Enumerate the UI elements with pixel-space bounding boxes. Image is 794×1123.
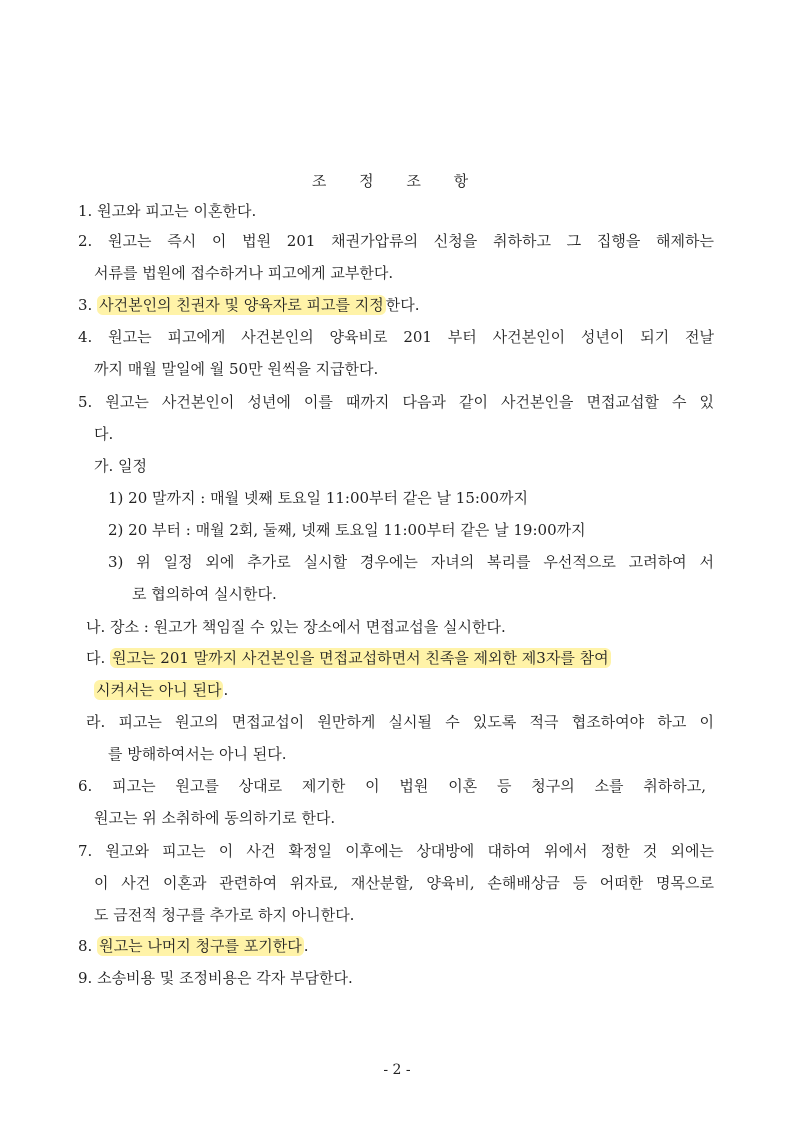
page-number: - 2 - bbox=[383, 1062, 411, 1078]
item-9: 9. 소송비용 및 조정비용은 각자 부담한다. bbox=[78, 969, 353, 987]
sub-item-ra-line-1: 라. 피고는 원고의 면접교섭이 원만하게 실시될 수 있도록 적극 협조하여야 하고 이 bbox=[86, 713, 714, 731]
item-6-line-1: 6. 피고는 원고를 상대로 제기한 이 법원 이혼 등 청구의 소를 취하하고, bbox=[78, 777, 706, 795]
item-5-line-2: 다. bbox=[94, 425, 114, 443]
document-title: 조 정 조 항 bbox=[311, 172, 483, 190]
sub-item-da-highlighted-text-1: 원고는 201 말까지 사건본인을 면접교섭하면서 친족을 제외한 제3자를 참여 bbox=[112, 649, 609, 667]
sub-item-ga: 가. 일정 bbox=[94, 457, 148, 475]
schedule-3-line-1: 3) 위 일정 외에 추가로 실시할 경우에는 자녀의 복리를 우선적으로 고려하여 서 bbox=[108, 553, 714, 571]
item-2-line-2: 서류를 법원에 접수하거나 피고에게 교부한다. bbox=[94, 264, 394, 282]
item-6-line-2: 원고는 위 소취하에 동의하기로 한다. bbox=[94, 809, 336, 827]
item-7-line-2: 이 사건 이혼과 관련하여 위자료, 재산분할, 양육비, 손해배상금 등 어떠한 명목으로 bbox=[94, 874, 714, 892]
item-8 bbox=[78, 935, 309, 957]
item-4-line-2: 까지 매월 말일에 월 50만 원씩을 지급한다. bbox=[94, 360, 379, 378]
item-3-highlighted-text: 사건본인의 친권자 및 양육자로 피고를 지정 bbox=[99, 296, 384, 314]
schedule-3-line-2: 로 협의하여 실시한다. bbox=[132, 585, 277, 603]
item-8-end: . bbox=[303, 937, 309, 955]
schedule-1: 1) 20 말까지 : 매월 넷째 토요일 11:00부터 같은 날 15:00까지 bbox=[108, 489, 529, 507]
item-4-line-1: 4. 원고는 피고에게 사건본인의 양육비로 201 부터 사건본인이 성년이 되기 전날 bbox=[78, 328, 714, 346]
item-3 bbox=[78, 294, 420, 316]
sub-item-da-line-1 bbox=[86, 647, 611, 669]
item-2-line-1: 2. 원고는 즉시 이 법원 201 채권가압류의 신청을 취하하고 그 집행을 해제하는 bbox=[78, 232, 714, 250]
sub-item-da-end: . bbox=[223, 681, 229, 699]
item-8-highlighted-text: 원고는 나머지 청구를 포기한다 bbox=[99, 937, 302, 955]
sub-item-da-number: 다. bbox=[86, 649, 111, 667]
sub-item-ra-line-2: 를 방해하여서는 아니 된다. bbox=[108, 745, 287, 763]
item-3-end: 한다. bbox=[385, 296, 420, 314]
item-1: 1. 원고와 피고는 이혼한다. bbox=[78, 202, 257, 220]
sub-item-da-line-2 bbox=[94, 679, 228, 701]
item-8-number: 8. bbox=[78, 937, 98, 955]
sub-item-da-highlighted-text-2: 시켜서는 아니 된다 bbox=[96, 681, 222, 699]
item-3-number: 3. bbox=[78, 296, 98, 314]
item-5-line-1: 5. 원고는 사건본인이 성년에 이를 때까지 다음과 같이 사건본인을 면접교섭할 수 있 bbox=[78, 393, 714, 411]
item-7-line-3: 도 금전적 청구를 추가로 하지 아니한다. bbox=[94, 906, 355, 924]
item-7-line-1: 7. 원고와 피고는 이 사건 확정일 이후에는 상대방에 대하여 위에서 정한 것 외에는 bbox=[78, 842, 714, 860]
schedule-2: 2) 20 부터 : 매월 2회, 둘째, 넷째 토요일 11:00부터 같은 날 19:00까지 bbox=[108, 521, 586, 539]
sub-item-na: 나. 장소 : 원고가 책임질 수 있는 장소에서 면접교섭을 실시한다. bbox=[86, 618, 506, 636]
